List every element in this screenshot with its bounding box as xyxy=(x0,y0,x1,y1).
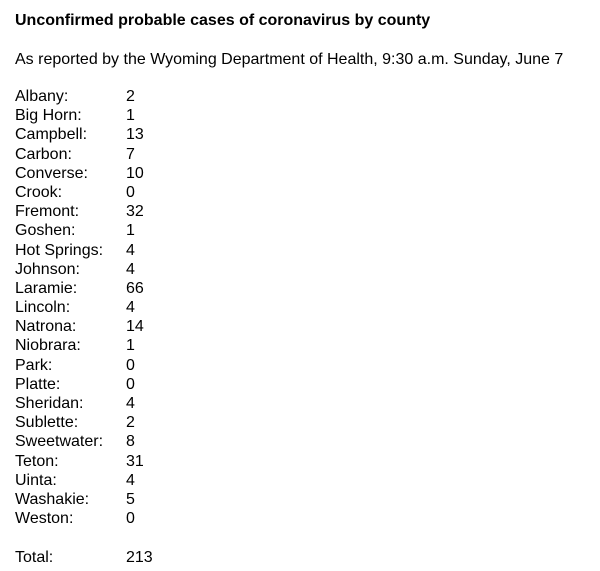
county-row xyxy=(15,356,595,375)
county-count: 0 xyxy=(126,356,135,374)
county-name: Natrona: xyxy=(15,318,77,336)
county-count: 7 xyxy=(126,145,135,163)
county-row xyxy=(15,432,595,451)
county-name: Weston: xyxy=(15,510,74,528)
county-count: 4 xyxy=(126,260,135,278)
county-row xyxy=(15,279,595,298)
county-name: Laramie: xyxy=(15,279,78,297)
county-name: Big Horn: xyxy=(15,107,82,125)
county-name: Fremont: xyxy=(15,203,80,221)
county-row xyxy=(15,106,595,125)
county-count: 0 xyxy=(126,183,135,201)
county-name: Carbon: xyxy=(15,145,72,163)
county-name: Platte: xyxy=(15,375,61,393)
county-row xyxy=(15,164,595,183)
county-count: 1 xyxy=(126,107,135,125)
county-row xyxy=(15,317,595,336)
county-row xyxy=(15,413,595,432)
county-row xyxy=(15,87,595,106)
county-name: Sublette: xyxy=(15,414,79,432)
county-name: Converse: xyxy=(15,164,88,182)
county-count: 4 xyxy=(126,395,135,412)
county-row xyxy=(15,145,595,164)
document xyxy=(15,10,595,567)
county-row xyxy=(15,452,595,471)
county-count: 66 xyxy=(126,279,144,297)
county-name: Sweetwater: xyxy=(15,433,104,451)
county-name: Uinta: xyxy=(15,471,57,489)
county-row xyxy=(15,490,595,509)
county-name: Hot Springs: xyxy=(15,241,104,259)
county-row xyxy=(15,125,595,144)
county-row xyxy=(15,471,595,490)
county-list xyxy=(15,87,595,528)
county-count: 13 xyxy=(126,126,144,144)
county-row xyxy=(15,298,595,317)
county-row xyxy=(15,375,595,394)
county-row xyxy=(15,260,595,279)
county-name: Washakie: xyxy=(15,490,90,508)
county-count: 31 xyxy=(126,452,144,470)
county-row xyxy=(15,221,595,240)
total-count: 213 xyxy=(126,548,153,566)
county-count: 0 xyxy=(126,375,135,393)
county-count: 2 xyxy=(126,414,135,432)
county-row xyxy=(15,336,595,355)
county-name: Lincoln: xyxy=(15,299,71,317)
county-row xyxy=(15,183,595,202)
county-row xyxy=(15,394,595,413)
county-name: Campbell: xyxy=(15,126,88,144)
county-count: 5 xyxy=(126,490,135,508)
county-count: 32 xyxy=(126,203,144,221)
county-count: 2 xyxy=(126,88,135,105)
county-count: 1 xyxy=(126,222,135,240)
county-row xyxy=(15,241,595,260)
county-name: Park: xyxy=(15,356,53,374)
county-row xyxy=(15,202,595,221)
county-name: Teton: xyxy=(15,452,59,470)
county-name: Goshen: xyxy=(15,222,76,240)
county-count: 14 xyxy=(126,318,144,336)
county-row xyxy=(15,509,595,528)
county-count: 1 xyxy=(126,337,135,355)
county-name: Johnson: xyxy=(15,260,80,278)
county-count: 4 xyxy=(126,299,135,317)
total-row xyxy=(15,548,595,567)
county-count: 4 xyxy=(126,471,135,489)
county-name: Albany: xyxy=(15,88,69,105)
total-label: Total: xyxy=(15,548,54,566)
county-count: 0 xyxy=(126,510,135,528)
county-name: Sheridan: xyxy=(15,395,84,412)
county-count: 8 xyxy=(126,433,135,451)
county-count: 10 xyxy=(126,164,144,182)
document-subtitle: As reported by the Wyoming Department of Health, 9:30 a.m. Sunday, June 7 xyxy=(15,51,564,68)
county-name: Crook: xyxy=(15,183,63,201)
county-name: Niobrara: xyxy=(15,337,81,355)
county-count: 4 xyxy=(126,241,135,259)
document-title: Unconfirmed probable cases of coronavirus by county xyxy=(15,12,431,29)
